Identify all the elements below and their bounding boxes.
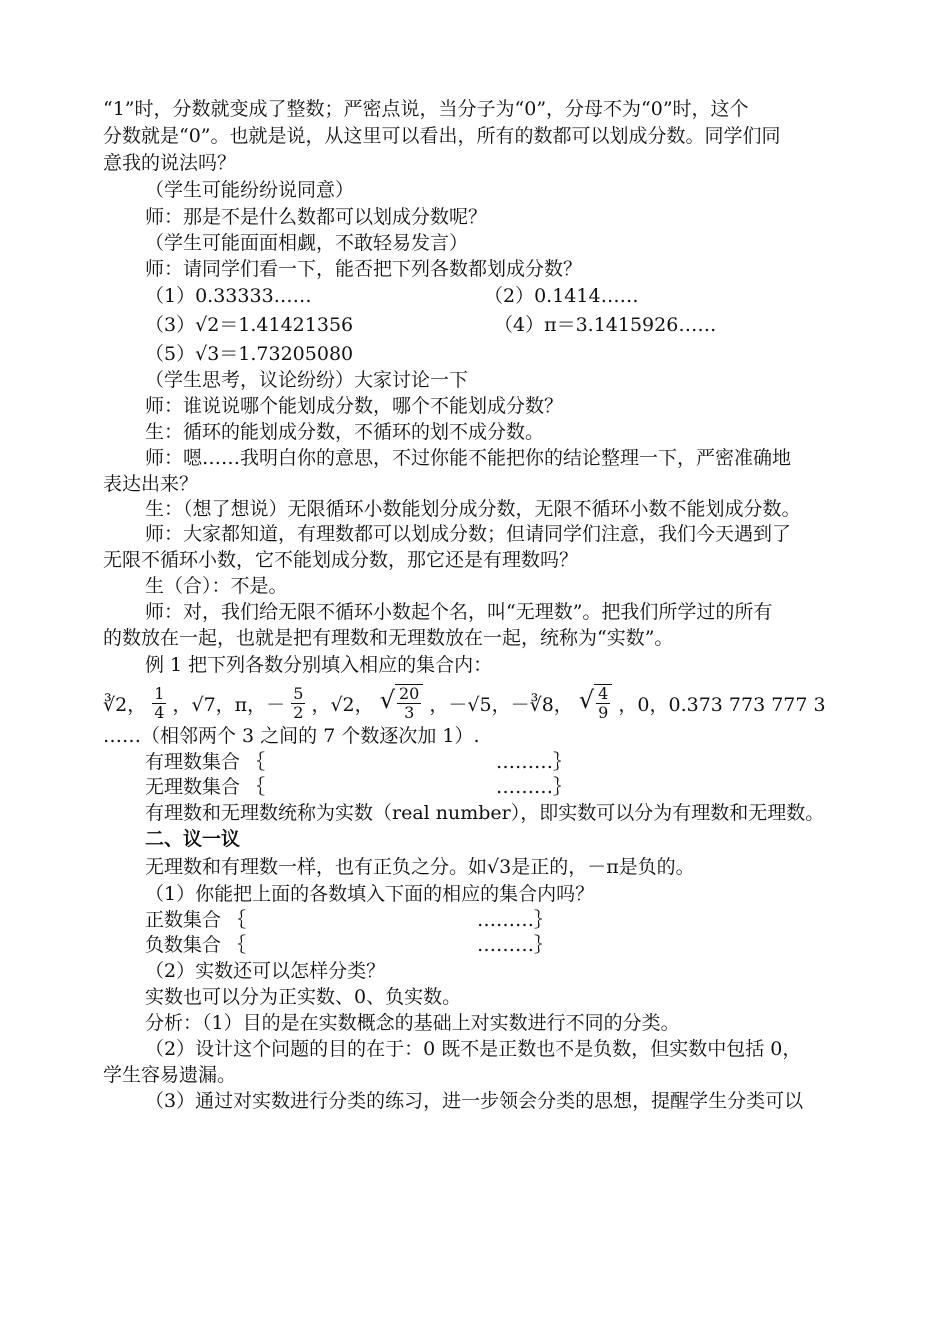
set-end: ………｝ bbox=[477, 934, 554, 956]
text-line: 表达出来？ bbox=[103, 473, 199, 495]
math-text: ∛2， bbox=[103, 693, 147, 716]
math-text: ，√7，π，－ bbox=[172, 693, 286, 716]
square-root bbox=[579, 684, 612, 722]
text-line: 分数就是“0”。也就是说，从这里可以看出，所有的数都可以划成分数。同学们同 bbox=[103, 125, 781, 147]
text-line: 实数也可以分为正实数、0、负实数。 bbox=[145, 986, 462, 1008]
denominator: 3 bbox=[404, 703, 415, 722]
text-line: （学生可能面面相觑，不敢轻易发言） bbox=[145, 232, 469, 254]
text-line: （3）通过对实数进行分类的练习，进一步领会分类的思想，提醒学生分类可以 bbox=[145, 1090, 804, 1112]
numerator: 4 bbox=[598, 684, 609, 703]
text-line: 师：谁说说哪个能划成分数，哪个不能划成分数？ bbox=[145, 395, 564, 417]
text-line: 师：那是不是什么数都可以划成分数呢？ bbox=[145, 206, 488, 228]
square-root bbox=[380, 684, 424, 722]
text-line: “1”时，分数就变成了整数；严密点说，当分子为“0”，分母不为“0”时，这个 bbox=[103, 98, 749, 120]
section-heading: 二、议一议 bbox=[145, 828, 241, 850]
set-label: 负数集合 ｛ bbox=[145, 934, 247, 956]
math-text: ，√2， bbox=[311, 693, 374, 716]
text-line: 师：大家都知道，有理数都可以划成分数；但请同学们注意，我们今天遇到了 bbox=[145, 523, 792, 545]
math-text: ，－√5，－∛8， bbox=[429, 693, 573, 716]
text-line: 的数放在一起，也就是把有理数和无理数放在一起，统称为“实数”。 bbox=[103, 627, 674, 649]
text-line: 师：对，我们给无限不循环小数起个名，叫“无理数”。把我们所学过的所有 bbox=[145, 601, 773, 623]
numerator: 1 bbox=[154, 683, 165, 703]
text-line: （2）实数还可以怎样分类？ bbox=[145, 960, 386, 982]
text-line: （5）√3＝1.73205080 bbox=[145, 343, 354, 365]
fraction bbox=[152, 685, 166, 722]
text-line: 学生容易遗漏。 bbox=[103, 1064, 237, 1086]
text-line: 有理数和无理数统称为实数（real number），即实数可以分为有理数和无理数。 bbox=[145, 802, 825, 824]
numerator: 20 bbox=[399, 684, 420, 703]
set-end: ………｝ bbox=[496, 776, 573, 798]
text-line: 例 1 把下列各数分别填入相应的集合内： bbox=[145, 654, 493, 676]
set-end: ………｝ bbox=[477, 909, 554, 931]
text-line: （1）你能把上面的各数填入下面的相应的集合内吗？ bbox=[145, 883, 595, 905]
text-line: （3）√2＝1.41421356 bbox=[145, 314, 354, 336]
text-line: 生：循环的能划成分数，不循环的划不成分数。 bbox=[145, 421, 545, 443]
text-line: （学生可能纷纷说同意） bbox=[145, 179, 355, 201]
text-line: ……（相邻两个 3 之间的 7 个数逐次加 1）. bbox=[103, 725, 480, 747]
text-line: 生（合）：不是。 bbox=[145, 575, 288, 597]
denominator: 2 bbox=[293, 702, 304, 722]
numerator: 5 bbox=[293, 683, 304, 703]
set-label: 正数集合 ｛ bbox=[145, 909, 247, 931]
math-text: ，0，0.373 773 777 3 bbox=[618, 693, 826, 716]
text-line: 意我的说法吗？ bbox=[103, 152, 237, 174]
text-line: 师：请同学们看一下，能否把下列各数都划成分数？ bbox=[145, 258, 583, 280]
text-line: （2）0.1414…… bbox=[484, 285, 639, 307]
text-line: 分析：（1）目的是在实数概念的基础上对实数进行不同的分类。 bbox=[145, 1012, 680, 1034]
fraction bbox=[395, 684, 423, 722]
text-line: （4）π＝3.1415926…… bbox=[494, 314, 717, 336]
text-line: （学生思考，议论纷纷）大家讨论一下 bbox=[145, 369, 469, 391]
math-number-list bbox=[103, 684, 853, 728]
text-line: 无理数和有理数一样，也有正负之分。如√3是正的，－π是负的。 bbox=[145, 856, 695, 878]
set-label: 有理数集合 ｛ bbox=[145, 751, 266, 773]
set-end: ………｝ bbox=[496, 751, 573, 773]
radical-sign-icon: √ bbox=[379, 686, 395, 714]
denominator: 4 bbox=[154, 702, 165, 722]
fraction bbox=[594, 684, 612, 722]
fraction bbox=[291, 685, 305, 722]
text-line: 无限不循环小数，它不能划成分数，那它还是有理数吗？ bbox=[103, 549, 579, 571]
text-line: 师：嗯……我明白你的意思，不过你能不能把你的结论整理一下，严密准确地 bbox=[145, 447, 792, 469]
radical-sign-icon: √ bbox=[578, 686, 595, 714]
denominator: 9 bbox=[598, 703, 609, 722]
text-line: （1）0.33333…… bbox=[145, 285, 312, 307]
text-line: （2）设计这个问题的目的在于：0 既不是正数也不是负数，但实数中包括 0， bbox=[145, 1038, 802, 1060]
text-line: 生：（想了想说）无限循环小数能划分成分数，无限不循环小数不能划成分数。 bbox=[145, 498, 801, 520]
set-label: 无理数集合 ｛ bbox=[145, 776, 266, 798]
